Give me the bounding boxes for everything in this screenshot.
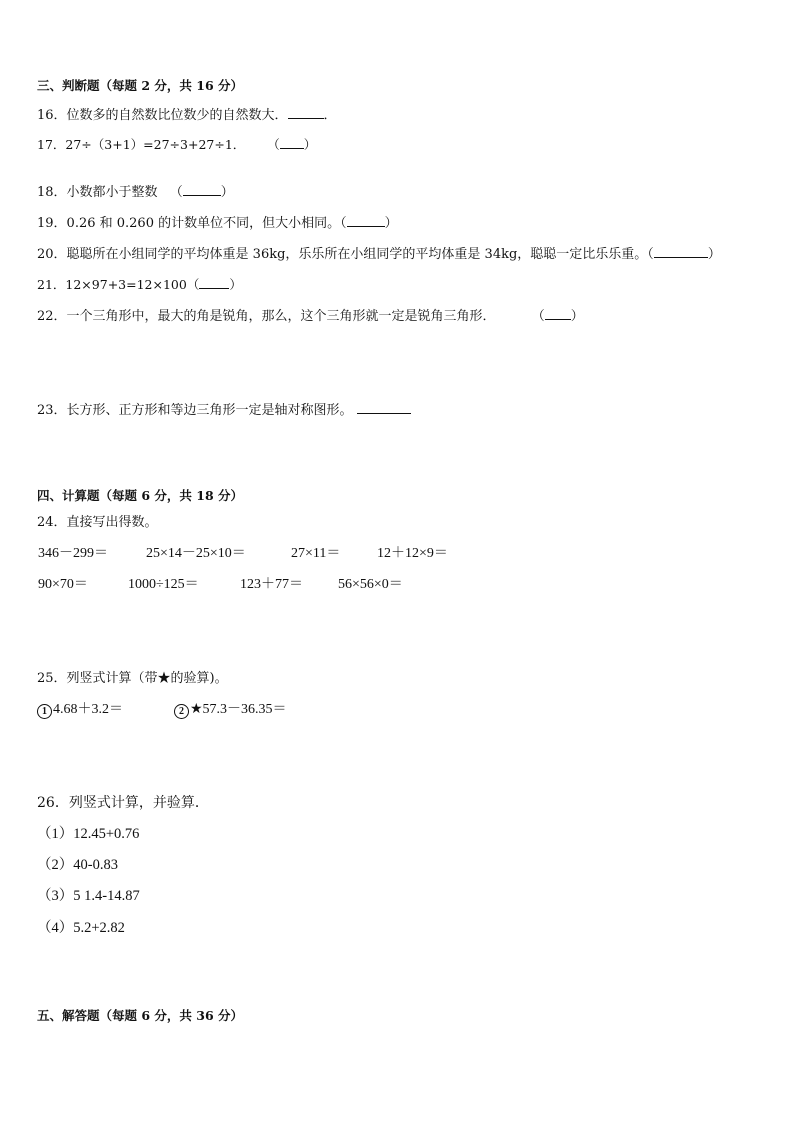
question-19 [37, 214, 398, 232]
paren-open: （ [267, 137, 280, 152]
paren-close: ） [220, 185, 234, 200]
calc-item: 123＋77＝ [240, 577, 303, 592]
question-23 [37, 401, 411, 419]
paren-close: ） [384, 216, 398, 231]
paren-close: ） [303, 137, 317, 152]
answer-blank-21[interactable] [199, 276, 229, 289]
question-26-item-2: （2）40-0.83 [37, 857, 118, 873]
question-17 [37, 136, 316, 153]
question-24-row-1 [0, 546, 794, 564]
answer-blank-20[interactable] [654, 245, 708, 258]
question-21 [37, 276, 242, 293]
question-26-prompt: 26．列竖式计算，并验算． [37, 795, 209, 811]
question-25-prompt: 25．列竖式计算（带★的验算)。 [37, 671, 228, 686]
question-21-text: 21．12×97+3=12×100 [37, 277, 187, 292]
paren-close: ） [229, 277, 242, 292]
section-heading-judge: 三、判断题（每题 2 分，共 16 分） [37, 78, 244, 93]
question-26-item-3: （3）5 1.4-14.87 [37, 888, 140, 904]
calc-item: 25×14－25×10＝ [146, 546, 246, 561]
calc-expression: 4.68＋3.2＝ [53, 702, 123, 717]
paren-close: ） [570, 309, 584, 324]
paren-open: （ [169, 185, 183, 200]
answer-blank-18[interactable] [183, 183, 221, 196]
paren-open: （ [340, 216, 347, 231]
section-heading-calc: 四、计算题（每题 6 分，共 18 分） [37, 488, 244, 503]
calc-item: 90×70＝ [38, 577, 88, 592]
question-23-text: 23．长方形、正方形和等边三角形一定是轴对称图形。 [37, 403, 353, 418]
question-17-text: 17．27÷（3+1）=27÷3+27÷1． [37, 137, 246, 152]
answer-blank-19[interactable] [347, 214, 385, 227]
question-22-text: 22．一个三角形中，最大的角是锐角，那么，这个三角形就一定是锐角三角形． [37, 309, 496, 324]
section-heading-answer: 五、解答题（每题 6 分，共 36 分） [37, 1008, 244, 1023]
calc-item: 346－299＝ [38, 546, 108, 561]
vertical-calc-item-1 [37, 702, 123, 719]
calc-item: 1000÷125＝ [128, 577, 199, 592]
question-20 [37, 245, 721, 263]
question-16 [37, 106, 337, 124]
calc-item: 27×11＝ [291, 546, 341, 561]
question-26-item-1: （1）12.45+0.76 [37, 826, 140, 842]
vertical-calc-item-2 [174, 702, 287, 719]
paren-open: （ [647, 247, 654, 262]
question-26-item-4: （4）5.2+2.82 [37, 920, 125, 936]
answer-blank-17[interactable] [280, 136, 304, 149]
paren-open: （ [531, 309, 545, 324]
question-18-text: 18．小数都小于整数 [37, 185, 158, 200]
circled-number-icon: 1 [37, 704, 52, 719]
calc-item: 56×56×0＝ [338, 577, 403, 592]
question-24-prompt: 24．直接写出得数。 [37, 515, 158, 530]
question-19-text: 19．0.26 和 0.260 的计数单位不同，但大小相同。 [37, 216, 341, 231]
question-20-text: 20．聪聪所在小组同学的平均体重是 36kg，乐乐所在小组同学的平均体重是 34kg，聪聪一定比乐乐重。 [37, 247, 648, 262]
question-22 [37, 307, 584, 325]
paren-close: ） [707, 247, 721, 262]
question-16-tail: ． [323, 108, 337, 123]
question-16-text: 16．位数多的自然数比位数少的自然数大． [37, 108, 288, 123]
answer-blank-16[interactable] [288, 106, 324, 119]
question-24-row-2 [0, 577, 794, 595]
calc-expression: ★57.3－36.35＝ [190, 702, 287, 717]
circled-number-icon: 2 [174, 704, 189, 719]
answer-blank-23[interactable] [357, 401, 411, 414]
answer-blank-22[interactable] [545, 307, 571, 320]
paren-open: （ [186, 277, 200, 292]
question-25-items [0, 702, 794, 720]
calc-item: 12＋12×9＝ [377, 546, 448, 561]
question-18 [37, 183, 234, 201]
